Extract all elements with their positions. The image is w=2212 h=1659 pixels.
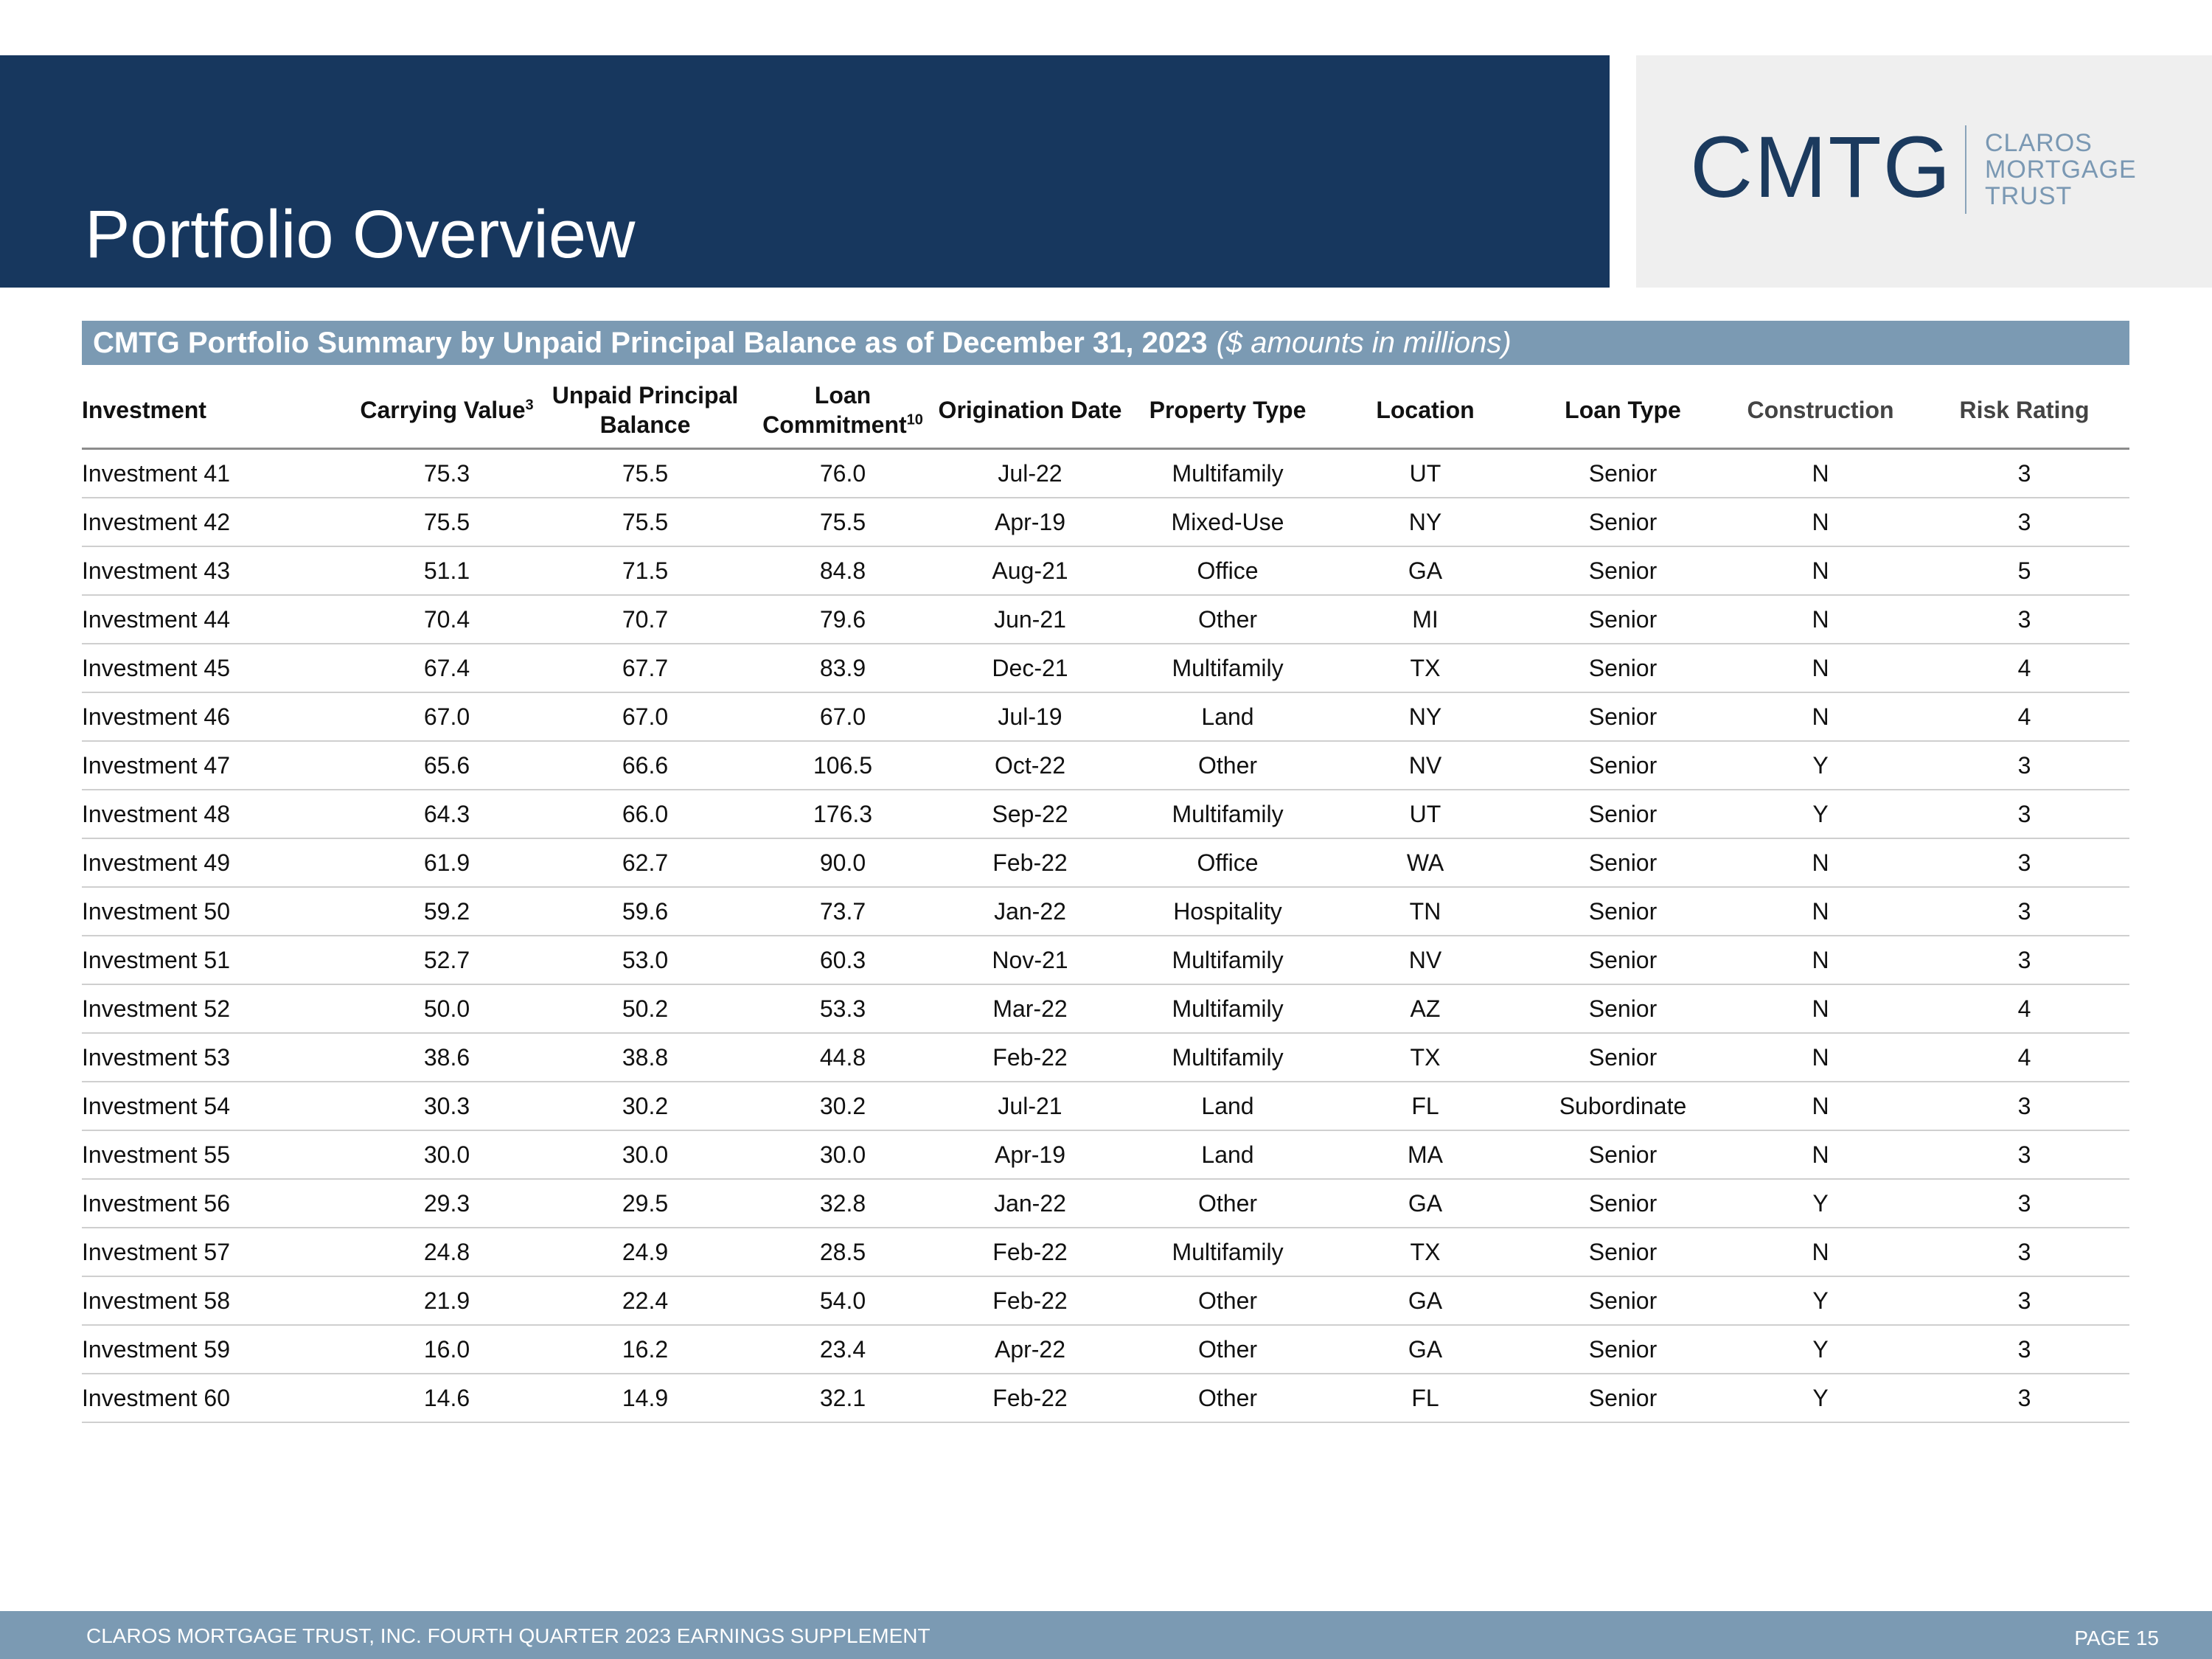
cell-construction: N bbox=[1722, 1130, 1919, 1179]
cell-origination-date: Oct-22 bbox=[931, 741, 1129, 790]
logo-word: MORTGAGE bbox=[1985, 156, 2137, 184]
cell-loan-commitment: 53.3 bbox=[754, 984, 931, 1033]
cell-carrying-value: 64.3 bbox=[358, 790, 536, 838]
cell-construction: N bbox=[1722, 644, 1919, 692]
cell-risk-rating: 3 bbox=[1919, 887, 2129, 936]
cell-carrying-value: 75.5 bbox=[358, 498, 536, 546]
column-header-investment: Investment bbox=[82, 372, 358, 449]
cell-carrying-value: 75.3 bbox=[358, 449, 536, 498]
cell-unpaid-principal-balance: 22.4 bbox=[536, 1276, 754, 1325]
column-header-loan-type: Loan Type bbox=[1524, 372, 1722, 449]
cell-property-type: Hospitality bbox=[1129, 887, 1326, 936]
cell-investment-name: Investment 54 bbox=[82, 1082, 358, 1130]
column-header-unpaid-principal-balance bbox=[536, 372, 754, 449]
header-label: Loan bbox=[814, 382, 872, 408]
cell-carrying-value: 51.1 bbox=[358, 546, 536, 595]
table-body bbox=[82, 449, 2129, 1423]
column-header-origination-date: Origination Date bbox=[931, 372, 1129, 449]
cell-unpaid-principal-balance: 30.0 bbox=[536, 1130, 754, 1179]
page-number: PAGE 15 bbox=[2074, 1627, 2159, 1649]
cell-construction: N bbox=[1722, 1228, 1919, 1276]
cell-loan-type: Senior bbox=[1524, 984, 1722, 1033]
cell-property-type: Other bbox=[1129, 595, 1326, 644]
section-title-bar bbox=[82, 321, 2129, 365]
cell-unpaid-principal-balance: 75.5 bbox=[536, 449, 754, 498]
cell-origination-date: Jul-19 bbox=[931, 692, 1129, 741]
cell-construction: N bbox=[1722, 838, 1919, 887]
logo-word: CLAROS bbox=[1985, 129, 2093, 157]
cell-carrying-value: 61.9 bbox=[358, 838, 536, 887]
cell-investment-name: Investment 42 bbox=[82, 498, 358, 546]
cell-investment-name: Investment 57 bbox=[82, 1228, 358, 1276]
cell-origination-date: Jul-22 bbox=[931, 449, 1129, 498]
cell-unpaid-principal-balance: 16.2 bbox=[536, 1325, 754, 1374]
cell-loan-commitment: 44.8 bbox=[754, 1033, 931, 1082]
table-row bbox=[82, 1325, 2129, 1374]
cell-investment-name: Investment 46 bbox=[82, 692, 358, 741]
cell-unpaid-principal-balance: 24.9 bbox=[536, 1228, 754, 1276]
table-row bbox=[82, 644, 2129, 692]
cell-location: GA bbox=[1326, 1276, 1524, 1325]
cell-origination-date: Jan-22 bbox=[931, 887, 1129, 936]
cell-carrying-value: 29.3 bbox=[358, 1179, 536, 1228]
cell-construction: N bbox=[1722, 546, 1919, 595]
cell-construction: N bbox=[1722, 449, 1919, 498]
cell-origination-date: Feb-22 bbox=[931, 1276, 1129, 1325]
cell-loan-commitment: 32.1 bbox=[754, 1374, 931, 1422]
cell-loan-type: Senior bbox=[1524, 644, 1722, 692]
cell-investment-name: Investment 56 bbox=[82, 1179, 358, 1228]
cell-unpaid-principal-balance: 59.6 bbox=[536, 887, 754, 936]
cell-origination-date: Sep-22 bbox=[931, 790, 1129, 838]
cell-risk-rating: 3 bbox=[1919, 1325, 2129, 1374]
cell-loan-type: Senior bbox=[1524, 1228, 1722, 1276]
cell-property-type: Other bbox=[1129, 1179, 1326, 1228]
logo-word: TRUST bbox=[1985, 182, 2073, 210]
cell-loan-commitment: 84.8 bbox=[754, 546, 931, 595]
cell-loan-commitment: 83.9 bbox=[754, 644, 931, 692]
cell-origination-date: Apr-19 bbox=[931, 1130, 1129, 1179]
cell-origination-date: Feb-22 bbox=[931, 1228, 1129, 1276]
cell-investment-name: Investment 58 bbox=[82, 1276, 358, 1325]
table-row bbox=[82, 838, 2129, 887]
cell-risk-rating: 3 bbox=[1919, 1374, 2129, 1422]
cell-property-type: Land bbox=[1129, 692, 1326, 741]
cell-property-type: Land bbox=[1129, 1130, 1326, 1179]
cell-location: UT bbox=[1326, 449, 1524, 498]
cell-investment-name: Investment 51 bbox=[82, 936, 358, 984]
cell-property-type: Multifamily bbox=[1129, 936, 1326, 984]
cell-loan-type: Subordinate bbox=[1524, 1082, 1722, 1130]
cell-investment-name: Investment 43 bbox=[82, 546, 358, 595]
cell-investment-name: Investment 52 bbox=[82, 984, 358, 1033]
cell-loan-type: Senior bbox=[1524, 692, 1722, 741]
cell-risk-rating: 3 bbox=[1919, 1082, 2129, 1130]
cell-construction: N bbox=[1722, 595, 1919, 644]
cell-carrying-value: 24.8 bbox=[358, 1228, 536, 1276]
cell-origination-date: Jan-22 bbox=[931, 1179, 1129, 1228]
cell-loan-commitment: 76.0 bbox=[754, 449, 931, 498]
cell-location: FL bbox=[1326, 1374, 1524, 1422]
cell-loan-type: Senior bbox=[1524, 936, 1722, 984]
header-label: Balance bbox=[599, 411, 691, 438]
logo-divider bbox=[1965, 125, 1966, 214]
cell-carrying-value: 52.7 bbox=[358, 936, 536, 984]
cell-loan-commitment: 23.4 bbox=[754, 1325, 931, 1374]
cell-location: MA bbox=[1326, 1130, 1524, 1179]
footnote-marker: 3 bbox=[525, 397, 534, 414]
section-subtitle: ($ amounts in millions) bbox=[1216, 326, 1512, 359]
cell-construction: Y bbox=[1722, 1325, 1919, 1374]
cell-location: NV bbox=[1326, 936, 1524, 984]
cell-risk-rating: 3 bbox=[1919, 498, 2129, 546]
cell-origination-date: Feb-22 bbox=[931, 1033, 1129, 1082]
cell-unpaid-principal-balance: 71.5 bbox=[536, 546, 754, 595]
cell-location: FL bbox=[1326, 1082, 1524, 1130]
cell-property-type: Mixed-Use bbox=[1129, 498, 1326, 546]
cell-origination-date: Jul-21 bbox=[931, 1082, 1129, 1130]
cell-risk-rating: 3 bbox=[1919, 838, 2129, 887]
table-row bbox=[82, 1082, 2129, 1130]
cell-property-type: Other bbox=[1129, 1325, 1326, 1374]
table-row bbox=[82, 546, 2129, 595]
cell-investment-name: Investment 45 bbox=[82, 644, 358, 692]
cell-risk-rating: 3 bbox=[1919, 741, 2129, 790]
cell-loan-commitment: 60.3 bbox=[754, 936, 931, 984]
cell-unpaid-principal-balance: 67.0 bbox=[536, 692, 754, 741]
cell-risk-rating: 3 bbox=[1919, 1179, 2129, 1228]
cell-carrying-value: 70.4 bbox=[358, 595, 536, 644]
footer-text: CLAROS MORTGAGE TRUST, INC. FOURTH QUARTER 2023 EARNINGS SUPPLEMENT bbox=[86, 1624, 931, 1647]
cell-location: NV bbox=[1326, 741, 1524, 790]
cell-location: MI bbox=[1326, 595, 1524, 644]
table-row bbox=[82, 887, 2129, 936]
cell-construction: Y bbox=[1722, 1276, 1919, 1325]
cell-investment-name: Investment 50 bbox=[82, 887, 358, 936]
cell-loan-commitment: 30.0 bbox=[754, 1130, 931, 1179]
cell-risk-rating: 5 bbox=[1919, 546, 2129, 595]
table-row bbox=[82, 790, 2129, 838]
cell-loan-commitment: 75.5 bbox=[754, 498, 931, 546]
cell-unpaid-principal-balance: 75.5 bbox=[536, 498, 754, 546]
company-logo-mark: CMTG bbox=[1690, 119, 1952, 216]
column-header-construction: Construction bbox=[1722, 372, 1919, 449]
cell-investment-name: Investment 53 bbox=[82, 1033, 358, 1082]
column-header-property-type: Property Type bbox=[1129, 372, 1326, 449]
cell-unpaid-principal-balance: 67.7 bbox=[536, 644, 754, 692]
cell-property-type: Multifamily bbox=[1129, 790, 1326, 838]
cell-construction: Y bbox=[1722, 741, 1919, 790]
cell-loan-type: Senior bbox=[1524, 595, 1722, 644]
cell-loan-type: Senior bbox=[1524, 1374, 1722, 1422]
cell-risk-rating: 3 bbox=[1919, 1228, 2129, 1276]
cell-location: NY bbox=[1326, 498, 1524, 546]
cell-unpaid-principal-balance: 30.2 bbox=[536, 1082, 754, 1130]
cell-carrying-value: 67.4 bbox=[358, 644, 536, 692]
cell-origination-date: Dec-21 bbox=[931, 644, 1129, 692]
table-row bbox=[82, 1228, 2129, 1276]
cell-risk-rating: 3 bbox=[1919, 790, 2129, 838]
cell-risk-rating: 4 bbox=[1919, 644, 2129, 692]
cell-loan-type: Senior bbox=[1524, 1033, 1722, 1082]
cell-risk-rating: 3 bbox=[1919, 1130, 2129, 1179]
cell-risk-rating: 3 bbox=[1919, 1276, 2129, 1325]
footnote-marker: 10 bbox=[906, 411, 923, 428]
cell-investment-name: Investment 60 bbox=[82, 1374, 358, 1422]
cell-loan-type: Senior bbox=[1524, 790, 1722, 838]
cell-loan-commitment: 90.0 bbox=[754, 838, 931, 887]
cell-construction: Y bbox=[1722, 1179, 1919, 1228]
cell-construction: N bbox=[1722, 984, 1919, 1033]
table-row bbox=[82, 936, 2129, 984]
table-row bbox=[82, 984, 2129, 1033]
header-label: Commitment bbox=[762, 411, 907, 438]
cell-loan-commitment: 32.8 bbox=[754, 1179, 931, 1228]
cell-loan-commitment: 28.5 bbox=[754, 1228, 931, 1276]
cell-location: TN bbox=[1326, 887, 1524, 936]
cell-loan-type: Senior bbox=[1524, 1179, 1722, 1228]
cell-location: UT bbox=[1326, 790, 1524, 838]
cell-construction: N bbox=[1722, 1082, 1919, 1130]
cell-loan-type: Senior bbox=[1524, 838, 1722, 887]
cell-construction: N bbox=[1722, 498, 1919, 546]
header-label: Carrying Value bbox=[360, 397, 526, 423]
cell-property-type: Land bbox=[1129, 1082, 1326, 1130]
cell-property-type: Multifamily bbox=[1129, 644, 1326, 692]
column-header-carrying-value bbox=[358, 372, 536, 449]
portfolio-table bbox=[82, 372, 2129, 1423]
cell-location: AZ bbox=[1326, 984, 1524, 1033]
cell-unpaid-principal-balance: 70.7 bbox=[536, 595, 754, 644]
cell-loan-commitment: 67.0 bbox=[754, 692, 931, 741]
cell-investment-name: Investment 41 bbox=[82, 449, 358, 498]
cell-location: WA bbox=[1326, 838, 1524, 887]
cell-unpaid-principal-balance: 66.6 bbox=[536, 741, 754, 790]
cell-loan-commitment: 176.3 bbox=[754, 790, 931, 838]
cell-loan-type: Senior bbox=[1524, 1325, 1722, 1374]
cell-construction: N bbox=[1722, 936, 1919, 984]
cell-property-type: Other bbox=[1129, 1374, 1326, 1422]
cell-unpaid-principal-balance: 50.2 bbox=[536, 984, 754, 1033]
cell-location: GA bbox=[1326, 1325, 1524, 1374]
table-row bbox=[82, 595, 2129, 644]
cell-risk-rating: 4 bbox=[1919, 692, 2129, 741]
cell-risk-rating: 3 bbox=[1919, 449, 2129, 498]
cell-location: GA bbox=[1326, 1179, 1524, 1228]
table-row bbox=[82, 1130, 2129, 1179]
cell-unpaid-principal-balance: 62.7 bbox=[536, 838, 754, 887]
cell-carrying-value: 59.2 bbox=[358, 887, 536, 936]
cell-loan-commitment: 106.5 bbox=[754, 741, 931, 790]
cell-loan-commitment: 30.2 bbox=[754, 1082, 931, 1130]
table-header-row bbox=[82, 372, 2129, 449]
cell-investment-name: Investment 49 bbox=[82, 838, 358, 887]
cell-construction: N bbox=[1722, 887, 1919, 936]
cell-carrying-value: 30.3 bbox=[358, 1082, 536, 1130]
cell-property-type: Office bbox=[1129, 546, 1326, 595]
cell-loan-commitment: 79.6 bbox=[754, 595, 931, 644]
cell-unpaid-principal-balance: 14.9 bbox=[536, 1374, 754, 1422]
column-header-risk-rating: Risk Rating bbox=[1919, 372, 2129, 449]
cell-property-type: Other bbox=[1129, 741, 1326, 790]
cell-risk-rating: 3 bbox=[1919, 936, 2129, 984]
table-row bbox=[82, 741, 2129, 790]
cell-unpaid-principal-balance: 29.5 bbox=[536, 1179, 754, 1228]
cell-loan-type: Senior bbox=[1524, 741, 1722, 790]
cell-location: TX bbox=[1326, 1033, 1524, 1082]
cell-investment-name: Investment 55 bbox=[82, 1130, 358, 1179]
cell-location: TX bbox=[1326, 1228, 1524, 1276]
table-row bbox=[82, 449, 2129, 498]
cell-investment-name: Investment 59 bbox=[82, 1325, 358, 1374]
cell-loan-commitment: 73.7 bbox=[754, 887, 931, 936]
cell-construction: N bbox=[1722, 692, 1919, 741]
cell-location: GA bbox=[1326, 546, 1524, 595]
cell-risk-rating: 4 bbox=[1919, 984, 2129, 1033]
cell-loan-type: Senior bbox=[1524, 546, 1722, 595]
cell-location: NY bbox=[1326, 692, 1524, 741]
cell-unpaid-principal-balance: 53.0 bbox=[536, 936, 754, 984]
cell-carrying-value: 16.0 bbox=[358, 1325, 536, 1374]
column-header-location: Location bbox=[1326, 372, 1524, 449]
cell-origination-date: Nov-21 bbox=[931, 936, 1129, 984]
table-row bbox=[82, 1033, 2129, 1082]
cell-carrying-value: 50.0 bbox=[358, 984, 536, 1033]
table-row bbox=[82, 498, 2129, 546]
cell-loan-type: Senior bbox=[1524, 449, 1722, 498]
cell-property-type: Multifamily bbox=[1129, 984, 1326, 1033]
cell-unpaid-principal-balance: 38.8 bbox=[536, 1033, 754, 1082]
column-header-loan-commitment bbox=[754, 372, 931, 449]
cell-carrying-value: 30.0 bbox=[358, 1130, 536, 1179]
table-row bbox=[82, 1374, 2129, 1422]
cell-construction: N bbox=[1722, 1033, 1919, 1082]
cell-carrying-value: 14.6 bbox=[358, 1374, 536, 1422]
cell-construction: Y bbox=[1722, 1374, 1919, 1422]
cell-carrying-value: 65.6 bbox=[358, 741, 536, 790]
cell-loan-type: Senior bbox=[1524, 498, 1722, 546]
cell-property-type: Multifamily bbox=[1129, 449, 1326, 498]
cell-construction: Y bbox=[1722, 790, 1919, 838]
cell-carrying-value: 38.6 bbox=[358, 1033, 536, 1082]
cell-property-type: Office bbox=[1129, 838, 1326, 887]
cell-origination-date: Apr-22 bbox=[931, 1325, 1129, 1374]
cell-property-type: Multifamily bbox=[1129, 1033, 1326, 1082]
cell-origination-date: Jun-21 bbox=[931, 595, 1129, 644]
table-row bbox=[82, 692, 2129, 741]
cell-unpaid-principal-balance: 66.0 bbox=[536, 790, 754, 838]
cell-origination-date: Mar-22 bbox=[931, 984, 1129, 1033]
cell-property-type: Multifamily bbox=[1129, 1228, 1326, 1276]
cell-risk-rating: 4 bbox=[1919, 1033, 2129, 1082]
cell-loan-type: Senior bbox=[1524, 887, 1722, 936]
cell-carrying-value: 67.0 bbox=[358, 692, 536, 741]
cell-investment-name: Investment 44 bbox=[82, 595, 358, 644]
company-logo-wordmark bbox=[1985, 130, 2137, 209]
cell-loan-type: Senior bbox=[1524, 1276, 1722, 1325]
cell-origination-date: Feb-22 bbox=[931, 838, 1129, 887]
cell-carrying-value: 21.9 bbox=[358, 1276, 536, 1325]
cell-property-type: Other bbox=[1129, 1276, 1326, 1325]
cell-location: TX bbox=[1326, 644, 1524, 692]
cell-origination-date: Aug-21 bbox=[931, 546, 1129, 595]
header-label: Unpaid Principal bbox=[552, 382, 739, 408]
cell-loan-type: Senior bbox=[1524, 1130, 1722, 1179]
table-row bbox=[82, 1276, 2129, 1325]
cell-origination-date: Feb-22 bbox=[931, 1374, 1129, 1422]
table-row bbox=[82, 1179, 2129, 1228]
section-title: CMTG Portfolio Summary by Unpaid Principal Balance as of December 31, 2023 bbox=[93, 326, 1208, 359]
cell-risk-rating: 3 bbox=[1919, 595, 2129, 644]
cell-loan-commitment: 54.0 bbox=[754, 1276, 931, 1325]
cell-origination-date: Apr-19 bbox=[931, 498, 1129, 546]
page-title: Portfolio Overview bbox=[85, 197, 636, 272]
cell-investment-name: Investment 48 bbox=[82, 790, 358, 838]
cell-investment-name: Investment 47 bbox=[82, 741, 358, 790]
